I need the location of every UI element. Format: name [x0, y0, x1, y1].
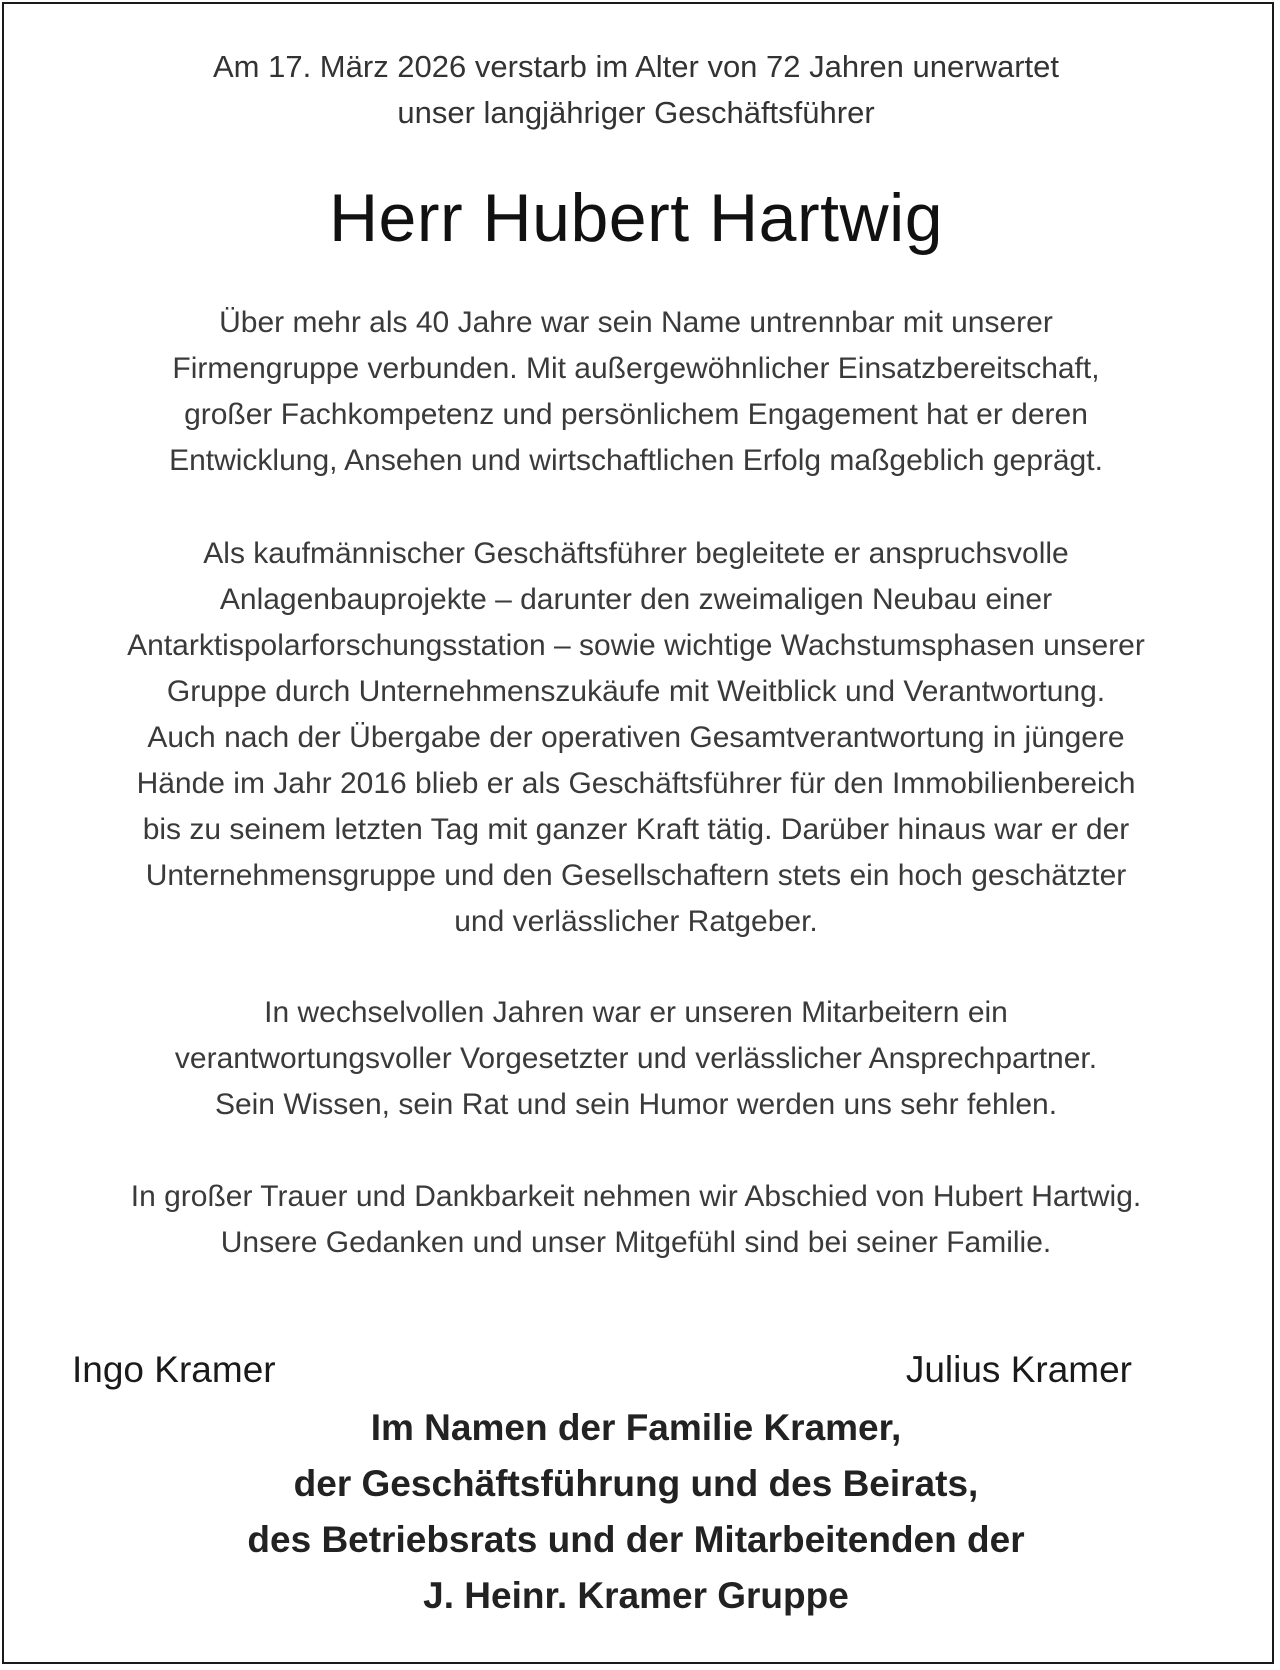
text-line: verantwortungsvoller Vorgesetzter und verlässlicher Ansprechpartner.: [174, 1042, 1098, 1075]
text-line: Sein Wissen, sein Rat und sein Humor werden uns sehr fehlen.: [214, 1088, 1058, 1121]
intro-text: [0, 44, 1272, 136]
closing-line: des Betriebsrats und der Mitarbeitenden der: [247, 1519, 1025, 1560]
closing-line: J. Heinr. Kramer Gruppe: [423, 1575, 849, 1616]
text-line: Antarktispolarforschungsstation – sowie wichtige Wachstumsphasen unserer: [127, 629, 1145, 662]
paragraph-colleagues: [0, 990, 1272, 1128]
signatory-left: Ingo Kramer: [72, 1349, 276, 1390]
text-line: Hände im Jahr 2016 blieb er als Geschäftsführer für den Immobilienbereich: [136, 767, 1136, 800]
signatory-right: Julius Kramer: [905, 1349, 1132, 1390]
text-line: Gruppe durch Unternehmenszukäufe mit Weitblick und Verantwortung.: [166, 675, 1106, 708]
deceased-name: Herr Hubert Hartwig: [328, 180, 944, 256]
closing-line: der Geschäftsführung und des Beirats,: [293, 1463, 979, 1504]
text-line: Anlagenbauprojekte – darunter den zweimaligen Neubau einer: [219, 583, 1053, 616]
text-line: In wechselvollen Jahren war er unseren Mitarbeitern ein: [264, 996, 1008, 1029]
intro-line: Am 17. März 2026 verstarb im Alter von 72 Jahren unerwartet: [212, 49, 1059, 84]
text-line: In großer Trauer und Dankbarkeit nehmen wir Abschied von Hubert Hartwig.: [130, 1180, 1142, 1213]
closing-line: Im Namen der Familie Kramer,: [370, 1407, 902, 1448]
paragraph-farewell: [0, 1174, 1272, 1266]
text-line: großer Fachkompetenz und persönlichem Engagement hat er deren: [184, 398, 1088, 431]
text-line: Unsere Gedanken und unser Mitgefühl sind bei seiner Familie.: [220, 1226, 1052, 1259]
paragraph-achievements: [0, 531, 1272, 945]
text-line: Entwicklung, Ansehen und wirtschaftlichen Erfolg maßgeblich geprägt.: [169, 444, 1103, 477]
text-line: und verlässlicher Ratgeber.: [454, 905, 818, 938]
text-line: Als kaufmännischer Geschäftsführer begleitete er anspruchsvolle: [203, 537, 1069, 570]
text-line: Auch nach der Übergabe der operativen Gesamtverantwortung in jüngere: [147, 721, 1125, 754]
text-line: Über mehr als 40 Jahre war sein Name untrennbar mit unserer: [219, 306, 1053, 339]
text-line: bis zu seinem letzten Tag mit ganzer Kraft tätig. Darüber hinaus war er der: [142, 813, 1130, 846]
intro-line: unser langjähriger Geschäftsführer: [397, 95, 875, 130]
closing-signature: [0, 1400, 1272, 1624]
paragraph-career: [0, 300, 1272, 484]
text-line: Firmengruppe verbunden. Mit außergewöhnlicher Einsatzbereitschaft,: [172, 352, 1100, 385]
text-line: Unternehmensgruppe und den Gesellschaftern stets ein hoch geschätzter: [145, 859, 1127, 892]
